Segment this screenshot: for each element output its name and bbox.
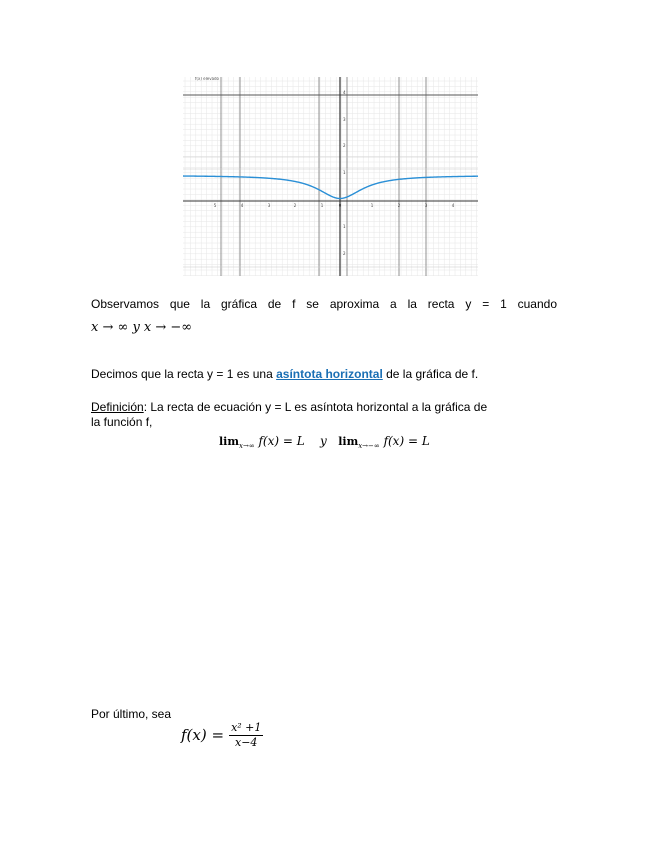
- x-tick-label: 2: [397, 203, 401, 208]
- final-fraction: [229, 722, 263, 749]
- limit2-sub: x→−∞: [358, 442, 380, 450]
- x-tick-label: 5: [213, 203, 217, 208]
- x-tick-label: 1: [320, 203, 324, 208]
- asymptote-link[interactable]: asíntota horizontal: [276, 367, 383, 381]
- paragraph-approach: Observamos que la gráfica de f se aproxima a la recta y = 1 cuando: [91, 297, 557, 311]
- y-tick-label: 3: [343, 117, 346, 122]
- y-tick-label: 1: [343, 170, 346, 175]
- definition-text: : La recta de ecuación y = L es asíntota horizontal a la gráfica de la función f,: [91, 400, 488, 429]
- final-lhs: f(x) =: [181, 726, 225, 744]
- y-tick-label: 2: [343, 143, 346, 148]
- limits-connector: y: [319, 434, 327, 448]
- y-tick-label: 1: [343, 224, 346, 229]
- y-tick-label: 4: [343, 90, 346, 95]
- paragraph-asymptote-before: Decimos que la recta y = 1 es una: [91, 367, 277, 381]
- definition-label: Definición: [91, 400, 144, 414]
- final-intro: Por último, sea: [91, 707, 172, 721]
- graph-corner-label: f(x) elevado: [195, 77, 220, 81]
- x-tick-label: 3: [267, 203, 271, 208]
- x-tick-label: 4: [240, 203, 244, 208]
- limit1-expr: f(x) = L: [258, 434, 305, 448]
- final-denominator: x−4: [235, 735, 258, 749]
- x-tick-label: 2: [293, 203, 297, 208]
- x-tick-label: 1: [370, 203, 374, 208]
- x-tick-label: 0: [338, 203, 342, 208]
- paragraph-asymptote: [91, 367, 478, 382]
- definition-paragraph: [91, 400, 491, 430]
- x-tick-label: 3: [424, 203, 428, 208]
- limits-formula: [219, 434, 430, 454]
- paragraph-asymptote-after: de la gráfica de f.: [382, 367, 479, 381]
- final-numerator: x² +1: [231, 720, 262, 734]
- function-graph: [183, 77, 478, 276]
- limit1-sub: x→∞: [239, 442, 255, 450]
- function-curve: [183, 176, 478, 198]
- x-tick-label: 4: [451, 203, 455, 208]
- final-function: [181, 718, 263, 752]
- limit2-word: lim: [338, 435, 359, 448]
- graph-canvas: [183, 77, 478, 276]
- y-tick-label: 2: [343, 251, 346, 256]
- paragraph-approach-math: x → ∞ y x → −∞: [91, 320, 193, 335]
- limit1-word: lim: [219, 435, 239, 448]
- limit2-expr: f(x) = L: [383, 434, 430, 448]
